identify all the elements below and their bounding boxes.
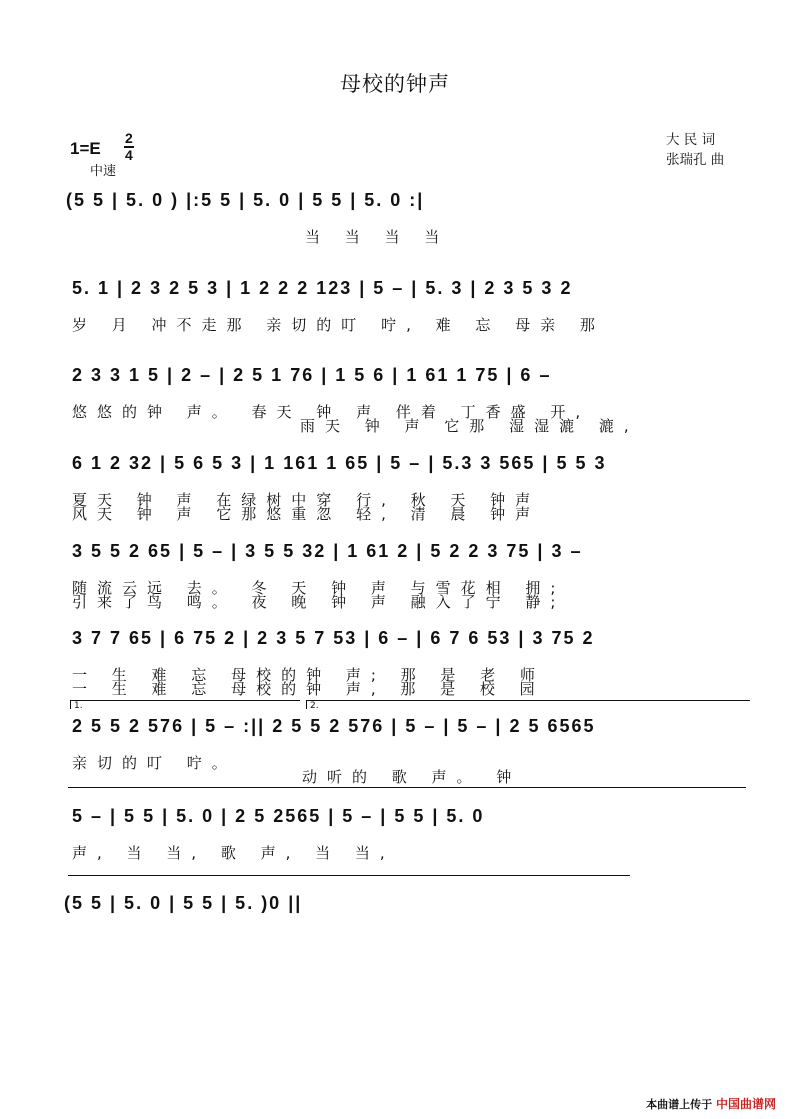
lyrics-line-1: 随流云远 去。 冬 天 钟 声 与雪花相 拥; <box>72 579 566 597</box>
site-logo[interactable]: 中国曲谱网 <box>715 1097 776 1111</box>
notes-row: 2 3 3 1 5 | 2 – | 2 5 1 76 | 1 5 6 | 1 61 1 75 | 6 – <box>72 365 552 385</box>
time-signature <box>124 131 134 163</box>
lyrics-line-1: 亲切的叮 咛。 <box>72 754 237 772</box>
lyrics-line-1: 声, 当 当, 歌 声, 当 当, <box>72 844 395 862</box>
lyricist-credit: 大 民 词 <box>666 132 716 148</box>
page-title: 母校的钟声 <box>340 72 450 96</box>
tempo-marking: 中速 <box>90 164 117 179</box>
score-system-3 <box>0 365 790 461</box>
time-signature-top: 2 <box>125 130 133 146</box>
score-system-7 <box>0 701 790 812</box>
lyrics-line-1: 一 生 难 忘 母校的钟 声; 那 是 老 师 <box>72 666 545 684</box>
score-system-5 <box>0 541 790 637</box>
lyrics-line-2: 风天 钟 声 它那悠重忽 轻, 清 晨 钟声 <box>72 505 541 523</box>
notes-row: 6 1 2 32 | 5 6 5 3 | 1 161 1 65 | 5 – | 5.3 3 565 | 5 5 3 <box>72 453 607 473</box>
volta-2: 2. <box>306 700 750 709</box>
notes-row: 3 7 7 65 | 6 75 2 | 2 3 5 7 53 | 6 – | 6 7 6 53 | 3 75 2 <box>72 628 595 648</box>
composer-credit: 张瑞孔 曲 <box>666 152 725 168</box>
score-system-1 <box>0 190 790 286</box>
score-system-8 <box>0 806 790 902</box>
notes-row: 2 5 5 2 576 | 5 – :|| 2 5 5 2 576 | 5 – | 5 – | 2 5 6565 <box>72 716 596 736</box>
footer-credit <box>646 1095 776 1112</box>
volta-1: 1. <box>70 700 300 709</box>
score-system-6 <box>0 628 790 724</box>
notes-row: (5 5 | 5. 0 | 5 5 | 5. )0 || <box>64 893 303 913</box>
lyrics-line-1: 夏天 钟 声 在绿树中穿 行, 秋 天 钟声 <box>72 491 541 509</box>
notes-row: 5. 1 | 2 3 2 5 3 | 1 2 2 2 123 | 5 – | 5. 3 | 2 3 5 3 2 <box>72 278 573 298</box>
lyrics-line-1: 悠悠的钟 声。 春天 钟 声 伴着 丁香盛 开, <box>72 403 591 421</box>
lyrics-line-2: 雨天 钟 声 它那 湿湿漉 漉, <box>300 417 639 435</box>
lyrics-line-1: 当 当 当 当 <box>305 228 450 246</box>
key-signature: 1=E <box>70 139 101 158</box>
notes-row: (5 5 | 5. 0 ) |:5 5 | 5. 0 | 5 5 | 5. 0 :| <box>66 190 425 210</box>
tie-line <box>68 875 630 876</box>
score-system-2 <box>0 278 790 374</box>
footer-label: 本曲谱上传于 <box>646 1098 713 1111</box>
lyrics-line-2: 一 生 难 忘 母校的钟 声, 那 是 校 园 <box>72 680 545 698</box>
score-system-4 <box>0 453 790 549</box>
lyrics-line-2: 引来了鸟 鸣。 夜 晚 钟 声 融入了宁 静; <box>72 593 566 611</box>
notes-row: 3 5 5 2 65 | 5 – | 3 5 5 32 | 1 61 2 | 5 2 2 3 75 | 3 – <box>72 541 583 561</box>
lyrics-line-1: 岁 月 冲不走那 亲切的叮 咛, 难 忘 母亲 那 <box>72 316 605 334</box>
time-signature-bottom: 4 <box>125 147 133 163</box>
score-system-9 <box>0 893 790 989</box>
tie-line <box>68 787 746 788</box>
lyrics-line-2: 动听的 歌 声。 钟 <box>302 768 522 786</box>
notes-row: 5 – | 5 5 | 5. 0 | 2 5 2565 | 5 – | 5 5 | 5. 0 <box>72 806 485 826</box>
